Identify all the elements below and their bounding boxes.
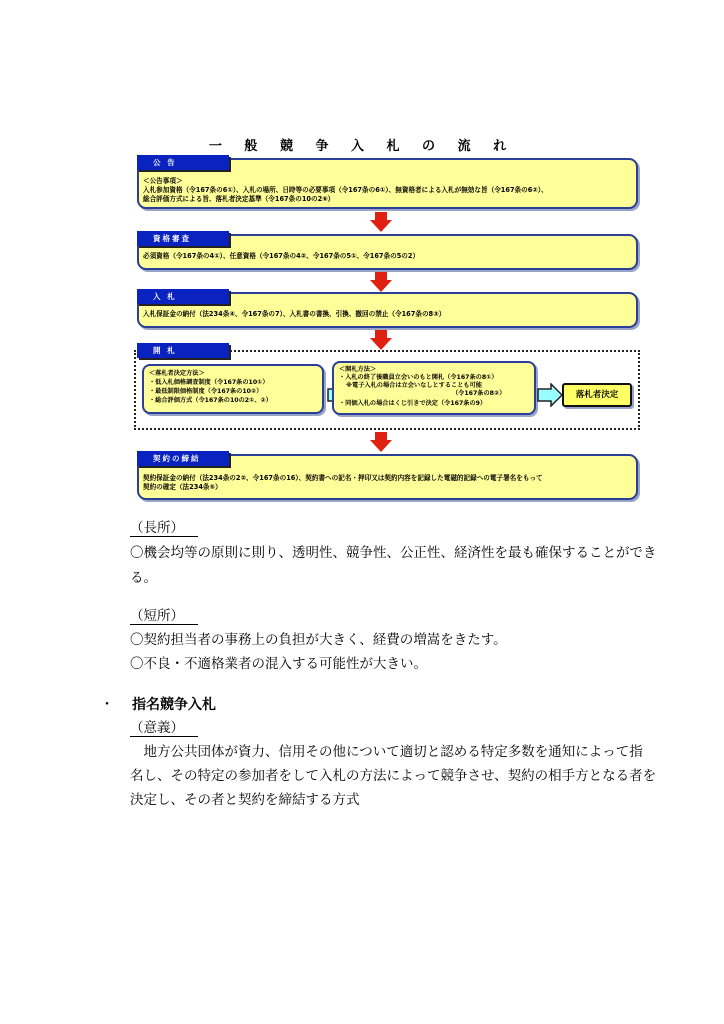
winner-decision-box: 落札者決定	[562, 383, 632, 407]
award-method-line: ・低入札価格調査制度（令167条の10①）	[149, 379, 269, 386]
designated-line: 名し、その特定の参加者をして入札の方法によって競争させ、契約の相手方となる者を	[130, 768, 657, 784]
opening-method-line: ・同価入札の場合はくじ引きで決定（令167条の9）	[339, 400, 487, 407]
designated-line: 地方公共団体が資力、信用その他について適切と認める特定多数を通知によって指	[130, 744, 643, 760]
keiyaku-tag: 契約の締結	[137, 451, 229, 466]
keiyaku-line: 契約の確定（法234条⑤）	[143, 483, 222, 491]
demerits-line: 〇不良・不適格業者の混入する可能性が大きい。	[130, 656, 427, 672]
merits-line: 〇機会均等の原則に則り、透明性、競争性、公正性、経済性を最も確保することができ	[130, 545, 657, 561]
award-method-line: ・最低制限価格制度（令167条の10②）	[149, 388, 263, 395]
down-arrow-icon	[370, 272, 392, 292]
designated-line: 決定し、その者と契約を締結する方式	[130, 792, 360, 808]
kokoku-line: 総合評価方式による旨、落札者決定基準（令167条の10の2⑥）	[143, 195, 335, 203]
merits-heading-text: （長所）	[130, 520, 198, 537]
kokoku-line: 入札参加資格（令167条の6①）、入札の場所、日時等の必要事項（令167条の6①）、無資格者による入札が無効な旨（令167条の6②）、	[143, 186, 548, 194]
opening-method-line: ＜開札方法＞	[339, 366, 377, 373]
kokoku-line: ＜公告事項＞	[143, 177, 183, 185]
award-method-box	[142, 364, 324, 414]
nyusatsu-tag: 入 札	[137, 289, 229, 304]
shikaku-tag: 資格審査	[137, 231, 229, 246]
section-title: 指名競争入札	[132, 697, 216, 713]
diagram-title: 一 般 競 争 入 札 の 流 れ	[208, 139, 516, 154]
shikaku-line: 必須資格（令167条の4①）、任意資格（令167条の4②、令167条の5①、令167条の5の2）	[143, 252, 420, 260]
demerits-line: 〇契約担当者の事務上の負担が大きく、経費の増嵩をきたす。	[130, 632, 507, 648]
section-bullet: ・	[100, 697, 114, 713]
opening-method-line: ※電子入札の場合は立会いなしとすることも可能	[346, 382, 482, 389]
down-arrow-icon	[370, 330, 392, 350]
award-method-line: ＜落札者決定方法＞	[149, 370, 205, 377]
down-arrow-icon	[370, 432, 392, 452]
opening-method-line: （令167条の8②）	[452, 390, 506, 397]
designated-heading	[130, 716, 198, 736]
merits-line: る。	[130, 570, 157, 586]
opening-method-line: ・入札の終了後職員立会いのもと開札（令167条の8①）	[339, 374, 498, 381]
demerits-heading	[130, 604, 198, 624]
right-arrow-icon	[537, 383, 563, 407]
kaisatsu-tag: 開 札	[137, 343, 229, 358]
keiyaku-line: 契約保証金の納付（法234条の2②、令167条の16）、契約書への記名・押印又は契約内容を記録した電磁的記録への電子署名をもって	[143, 474, 543, 482]
merits-heading	[130, 516, 198, 536]
designated-heading-text: （意義）	[130, 720, 198, 737]
kokoku-tag: 公 告	[137, 155, 229, 170]
nyusatsu-line: 入札保証金の納付（法234条④、令167条の7）、入札書の書換、引換、撤回の禁止（令167条の8③）	[143, 310, 446, 318]
down-arrow-icon	[370, 212, 392, 232]
demerits-heading-text: （短所）	[130, 608, 198, 625]
award-method-line: ・総合評価方式（令167条の10の2①、②）	[149, 397, 272, 404]
opening-method-box	[332, 361, 536, 415]
